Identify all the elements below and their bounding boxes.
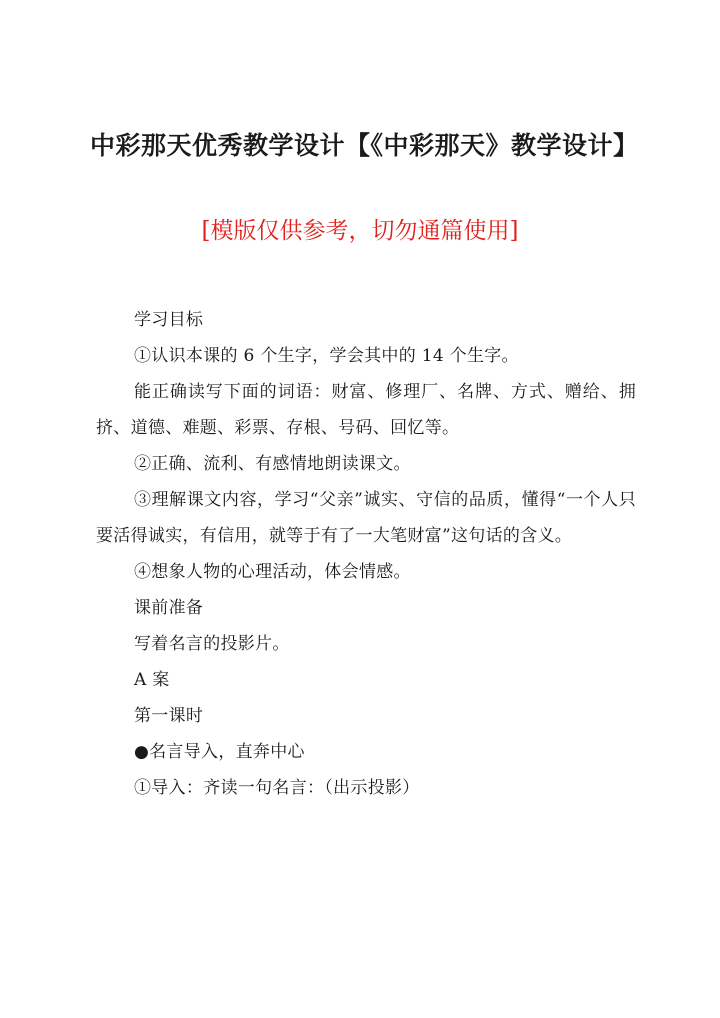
objective-item: ④想象人物的心理活动，体会情感。 [134,562,411,582]
objective-item: ②正确、流利、有感情地朗读课文。 [134,454,411,474]
section-heading-plan: A 案 [134,670,170,690]
document-title: 中彩那天优秀教学设计【《中彩那天》教学设计】 [90,131,639,160]
section-heading-objectives: 学习目标 [134,310,204,330]
document-body [96,302,636,806]
section-heading-preparation: 课前准备 [134,598,204,618]
objective-item: ①认识本课的 6 个生字，学会其中的 14 个生字。 [134,346,519,366]
body-paragraph: 写着名言的投影片。 [134,634,290,654]
section-heading-lesson: 第一课时 [134,706,204,726]
lesson-step-heading: ●名言导入，直奔中心 [134,742,305,762]
lesson-step-item: ①导入：齐读一句名言：（出示投影） [134,778,420,798]
objective-item: ③理解课文内容，学习“父亲”诚实、守信的品质，懂得“一个人只要活得诚实，有信用，就等于有了一大笔财富”这句话的含义。 [96,490,636,546]
body-paragraph: 能正确读写下面的词语：财富、修理厂、名牌、方式、赠给、拥挤、道德、难题、彩票、存根、号码、回忆等。 [96,382,636,438]
template-notice: [模版仅供参考，切勿通篇使用] [201,218,519,244]
